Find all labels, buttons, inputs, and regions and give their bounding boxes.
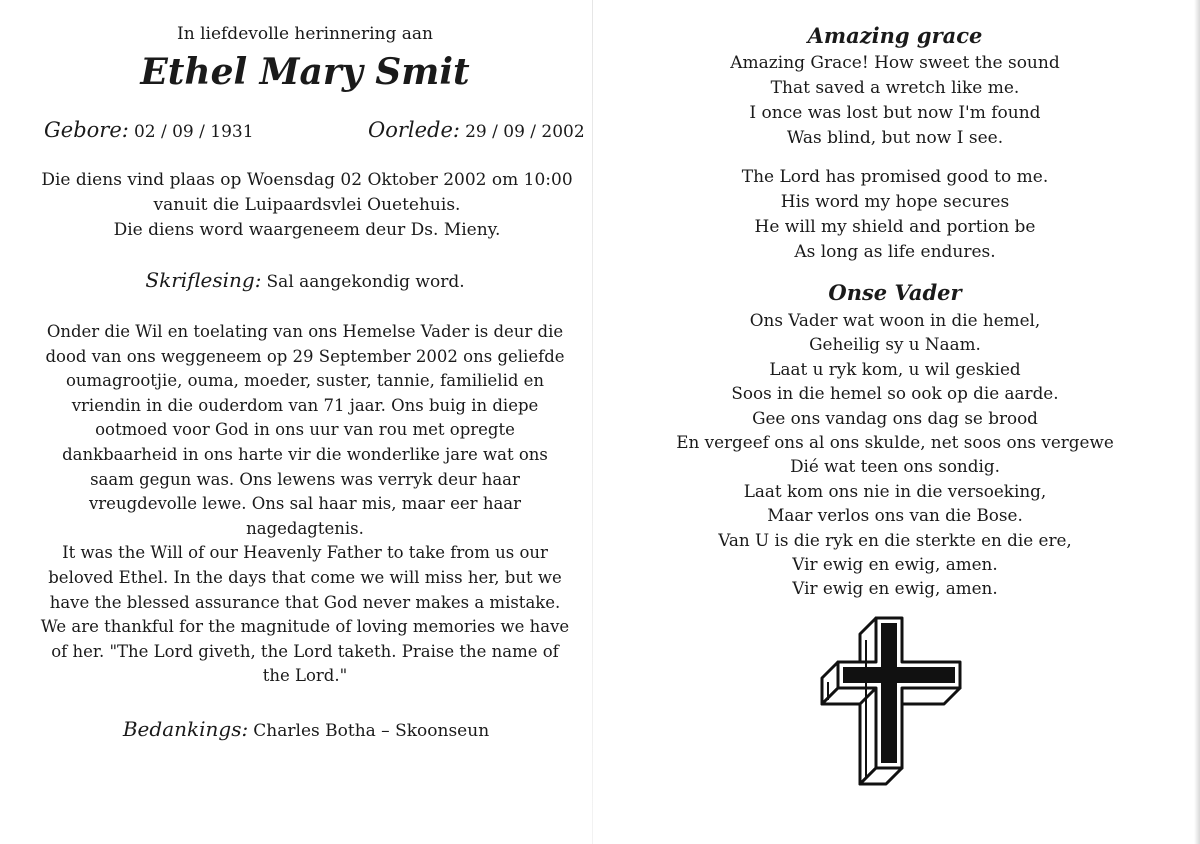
service-line: vanuit die Luipaardsvlei Ouetehuis. (153, 195, 461, 215)
tribute-line: ootmoed voor God in ons uur van rou met opregte (95, 420, 515, 440)
hymn-line: His word my hope secures (780, 192, 1010, 212)
tribute-line: It was the Will of our Heavenly Father to take from us our (62, 543, 548, 563)
tribute-line: vreugdevolle lewe. Ons sal haar mis, maar eer haar (88, 494, 522, 514)
tribute-line: oumagrootjie, ouma, moeder, suster, tannie, familielid en (65, 371, 545, 391)
lords-prayer (600, 308, 1190, 601)
hymn-line: Was blind, but now I see. (786, 128, 1004, 148)
paper-edge (1194, 0, 1200, 844)
deceased-name: Ethel Mary Smit (140, 51, 470, 93)
prayer-line: Maar verlos ons van die Bose. (767, 505, 1023, 526)
prayer-line: Laat kom ons nie in die versoeking, (743, 480, 1047, 501)
hymn-line: I once was lost but now I'm found (749, 103, 1041, 123)
hymn-line: He will my shield and portion be (754, 217, 1036, 237)
birth-label: Gebore: (44, 118, 129, 142)
birth-date (44, 116, 254, 146)
service-details (24, 168, 590, 243)
prayer-line: Laat u ryk kom, u wil geskied (769, 358, 1021, 379)
tribute-text (40, 320, 570, 689)
tribute-line: have the blessed assurance that God never makes a mistake. (49, 592, 561, 612)
hymn-line: The Lord has promised good to me. (741, 167, 1049, 187)
hymn-line: That saved a wretch like me. (770, 78, 1020, 98)
hymn-line: As long as life endures. (794, 242, 996, 262)
prayer-line: Geheilig sy u Naam. (809, 334, 981, 355)
service-line: Die diens vind plaas op Woensdag 02 Oktober 2002 om 10:00 (41, 170, 573, 190)
tribute-line: dankbaarheid in ons harte vir die wonderlike jare wat ons (62, 444, 548, 464)
death-date (368, 116, 585, 146)
prayer-line: En vergeef ons al ons skulde, net soos ons vergewe (676, 432, 1114, 453)
birth-value: 02 / 09 / 1931 (133, 122, 254, 142)
tribute-line: Onder die Wil en toelating van ons Hemelse Vader is deur die (46, 322, 564, 341)
thanks-label: Bedankings: (122, 717, 249, 741)
death-value: 29 / 09 / 2002 (465, 122, 585, 142)
thanks-value: Charles Botha – Skoonseun (253, 721, 490, 741)
prayer-line: Soos in die hemel so ook op die aarde. (731, 383, 1059, 404)
scripture-reading (0, 266, 610, 296)
reading-label: Skriflesing: (145, 268, 262, 292)
prayer-line: Dié wat teen ons sondig. (790, 456, 1000, 477)
hymn-verse-1 (600, 51, 1190, 151)
hymn-line: Amazing Grace! How sweet the sound (730, 53, 1060, 73)
acknowledgements (0, 714, 612, 746)
death-label: Oorlede: (368, 118, 460, 142)
hymn-title: Amazing grace (807, 23, 983, 48)
service-line: Die diens word waargeneem deur Ds. Mieny. (113, 220, 501, 240)
tribute-line: beloved Ethel. In the days that come we will miss her, but we (48, 567, 562, 587)
prayer-line: Ons Vader wat woon in die hemel, (749, 310, 1041, 330)
prayer-title: Onse Vader (828, 280, 962, 305)
tribute-line: of her. "The Lord giveth, the Lord taketh. Praise the name of (51, 641, 559, 661)
tribute-line: the Lord." (262, 666, 348, 686)
tribute-line: dood van ons weggeneem op 29 September 2002 ons geliefde (45, 346, 565, 366)
intro-line: In liefdevolle herinnering aan (177, 24, 433, 44)
tribute-line: We are thankful for the magnitude of loving memories we have (40, 617, 570, 637)
prayer-line: Vir ewig en ewig, amen. (792, 578, 998, 599)
tribute-line: saam gegun was. Ons lewens was verryk deur haar (90, 469, 520, 489)
cross-icon (816, 612, 966, 800)
tribute-line: nagedagtenis. (246, 518, 364, 538)
prayer-line: Gee ons vandag ons dag se brood (752, 407, 1038, 428)
reading-value: Sal aangekondig word. (266, 272, 465, 292)
tribute-line: vriendin in die ouderdom van 71 jaar. Ons buig in diepe (71, 395, 539, 415)
prayer-line: Van U is die ryk en die sterkte en die ere, (718, 529, 1072, 550)
hymn-verse-2 (600, 165, 1190, 265)
prayer-line: Vir ewig en ewig, amen. (792, 554, 998, 575)
